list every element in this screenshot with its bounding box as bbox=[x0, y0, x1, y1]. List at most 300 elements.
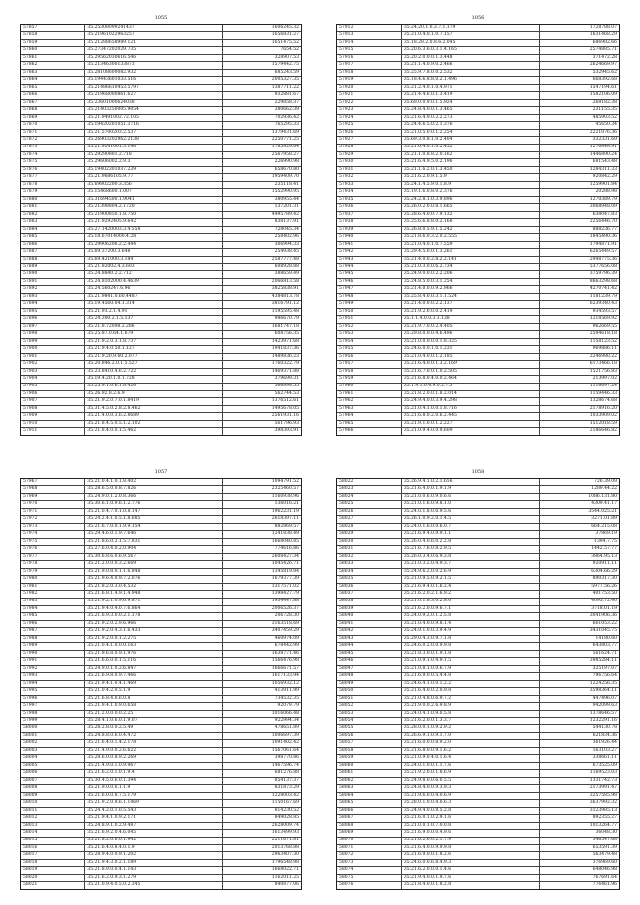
table-row bbox=[21, 234, 301, 241]
table-row bbox=[21, 666, 301, 673]
value-cell: 1547194.61 bbox=[589, 84, 617, 90]
coordinate-cell: 35.29.4.5.0.0.1.3.261 bbox=[402, 249, 540, 255]
point-id-cell: 57871 bbox=[21, 130, 85, 136]
value-cell: 648046.98 bbox=[592, 867, 617, 873]
coordinate-cell: 35.21.8.4.0.0.1.5.462 bbox=[85, 428, 222, 434]
table-row bbox=[337, 755, 619, 762]
value-cell: 1579442.75 bbox=[271, 62, 299, 68]
point-id-cell: 58072 bbox=[337, 852, 402, 858]
table-row bbox=[337, 279, 619, 286]
table-row bbox=[337, 793, 619, 800]
table-row bbox=[337, 264, 619, 271]
coordinate-cell: 35.21.6.2.0.9.3.1.279 bbox=[85, 875, 222, 881]
table-row bbox=[21, 316, 301, 323]
value-cell: 1379431.69 bbox=[271, 129, 299, 135]
coordinate-cell: 35.21.6.4.9.0.2.2.273 bbox=[402, 115, 540, 121]
table-row bbox=[21, 294, 301, 301]
table-row bbox=[21, 204, 301, 211]
table-row bbox=[21, 271, 301, 278]
coordinate-cell: 35.26.92.8.2.6.9 bbox=[85, 391, 222, 397]
value-cell: 544130.78 bbox=[592, 725, 617, 731]
value-cell: 962669.55 bbox=[592, 323, 617, 329]
coordinate-cell: 35.21.9.2.0.2.9.6.966 bbox=[85, 621, 222, 627]
value-cell: 2211671.81 bbox=[271, 837, 299, 843]
value-cell: 1218569.92 bbox=[589, 316, 617, 322]
point-id-cell: 57971 bbox=[21, 509, 85, 515]
coordinate-cell: 35.29.8.0.0.0.4.6.496 bbox=[402, 331, 540, 337]
point-id-cell: 57955 bbox=[337, 346, 402, 352]
coordinate-cell: 35.21346300133873 bbox=[85, 62, 222, 68]
table-row bbox=[337, 867, 619, 874]
table-row bbox=[21, 711, 301, 718]
point-id-cell: 57966 bbox=[337, 428, 402, 434]
point-id-cell: 57944 bbox=[337, 264, 402, 270]
table-row bbox=[21, 673, 301, 680]
value-cell: 3431045.75 bbox=[589, 628, 617, 634]
point-id-cell: 57953 bbox=[337, 331, 402, 337]
coordinate-cell: 35.21.0.1.8.3.0.2.8.0 bbox=[402, 599, 540, 605]
table-row bbox=[337, 212, 619, 219]
document-page-2 bbox=[336, 12, 620, 436]
coordinate-cell: 35.21.9.6.8.0.9.1.976 bbox=[85, 651, 222, 657]
coordinate-cell: 35.24.8.5.0.0.3.1.254 bbox=[402, 279, 540, 285]
table-row bbox=[337, 47, 619, 54]
point-id-cell: 57896 bbox=[21, 316, 85, 322]
point-id-cell: 57864 bbox=[21, 77, 85, 83]
value-cell: 686982.66 bbox=[592, 39, 617, 45]
value-cell: 532945.62 bbox=[592, 69, 617, 75]
point-id-cell: 57957 bbox=[337, 361, 402, 367]
value-cell: 1423971.68 bbox=[271, 338, 299, 344]
table-row bbox=[337, 331, 619, 338]
point-id-cell: 57905 bbox=[21, 384, 85, 390]
point-id-cell: 58022 bbox=[337, 479, 402, 485]
point-id-cell: 58065 bbox=[337, 800, 402, 806]
point-id-cell: 57995 bbox=[21, 688, 85, 694]
coordinate-cell: 35.21.6.0.0.0.8.9.2.0 bbox=[402, 740, 540, 746]
point-id-cell: 57939 bbox=[337, 227, 402, 233]
coordinate-cell: 35.24.8.8.0.6.0.4.472 bbox=[85, 733, 222, 739]
table-row bbox=[21, 428, 301, 434]
table-row bbox=[337, 130, 619, 137]
table-row bbox=[337, 711, 619, 718]
point-id-cell: 57886 bbox=[21, 242, 85, 248]
value-cell: 1566476.98 bbox=[271, 658, 299, 664]
value-cell: 4384813.78 bbox=[271, 293, 299, 299]
value-cell: 1056932.12 bbox=[271, 680, 299, 686]
coordinate-cell: 35.21.6.8.0.4.0.0.2.464 bbox=[402, 376, 540, 382]
table-row bbox=[21, 77, 301, 84]
value-cell: 1617133.94 bbox=[271, 673, 299, 679]
coordinate-cell: 35.19402301037.239 bbox=[85, 167, 222, 173]
coordinate-cell: 35.26.9.4.1.0.2.1.656 bbox=[402, 479, 540, 485]
coordinate-cell: 35.21.9.2.0.0.1.2.275 bbox=[85, 636, 222, 642]
coordinate-cell: 35.24.6.0.0.1.0.1.231 bbox=[402, 346, 540, 352]
page-number: 1057 bbox=[154, 469, 168, 475]
table-row bbox=[21, 725, 301, 732]
value-cell: 920911.11 bbox=[592, 561, 617, 567]
point-id-cell: 57895 bbox=[21, 309, 85, 315]
point-id-cell: 57960 bbox=[337, 384, 402, 390]
table-row bbox=[337, 227, 619, 234]
table-row bbox=[21, 501, 301, 508]
value-cell: 6239340.43 bbox=[589, 301, 617, 307]
point-id-cell: 57989 bbox=[21, 643, 85, 649]
point-id-cell: 57985 bbox=[21, 613, 85, 619]
coordinate-cell: 35.21.8.6.0.2.1.5.7.831 bbox=[85, 539, 222, 545]
table-row bbox=[21, 137, 301, 144]
value-cell: 398393.91 bbox=[274, 428, 299, 434]
value-cell: 561624.71 bbox=[592, 650, 617, 656]
value-cell: 1681747.18 bbox=[271, 323, 299, 329]
coordinate-cell: 35.21.6.4.0.0.9.9.9.8 bbox=[402, 845, 540, 851]
point-id-cell: 57986 bbox=[21, 621, 85, 627]
value-cell: 1489836.23 bbox=[271, 353, 299, 359]
table-row bbox=[21, 733, 301, 740]
value-cell: 922994.34 bbox=[274, 718, 299, 723]
point-id-cell: 57925 bbox=[337, 122, 402, 128]
point-id-cell: 57921 bbox=[337, 92, 402, 98]
point-id-cell: 57889 bbox=[21, 264, 85, 270]
coordinate-cell: 35.21.0.4.8.0.6.9.7.2 bbox=[402, 696, 540, 702]
value-cell: 36048.30 bbox=[595, 830, 617, 836]
value-cell: 3598364.11 bbox=[589, 688, 617, 694]
point-id-cell: 57866 bbox=[21, 92, 85, 98]
coordinate-cell: 35.24.560247.6.96 bbox=[85, 286, 222, 292]
table-row bbox=[337, 271, 619, 278]
point-id-cell: 58071 bbox=[337, 845, 402, 851]
table-row bbox=[21, 301, 301, 308]
point-id-cell: 57888 bbox=[21, 257, 85, 263]
value-cell: 1552990.95 bbox=[271, 189, 299, 195]
value-cell: 1181239.79 bbox=[589, 293, 617, 299]
point-id-cell: 58049 bbox=[337, 681, 402, 687]
table-row bbox=[337, 339, 619, 346]
value-cell: 658670.80 bbox=[274, 166, 299, 172]
value-cell: 840877.06 bbox=[274, 882, 299, 888]
coordinate-cell: 35.21.9491002.72.105 bbox=[85, 115, 222, 121]
coordinate-cell: 35.21.0.9.1.0.4.9.1.5 bbox=[402, 658, 540, 664]
point-id-cell: 57991 bbox=[21, 658, 85, 664]
coordinate-cell: 35.24.4.2.0.1.0.5.543 bbox=[85, 808, 222, 814]
coordinate-cell: 35.21.9.0.0.2.6.9.8.9 bbox=[402, 703, 540, 709]
table-row bbox=[21, 591, 301, 598]
table-row bbox=[337, 376, 619, 383]
table-row bbox=[21, 785, 301, 792]
table-row bbox=[337, 591, 619, 598]
value-cell: 229858.37 bbox=[274, 99, 299, 105]
table-row bbox=[21, 421, 301, 428]
value-cell: 1387711.22 bbox=[271, 84, 299, 90]
value-cell: 1150167.69 bbox=[271, 800, 299, 806]
point-id-cell: 58067 bbox=[337, 815, 402, 821]
value-cell: 673525.09 bbox=[592, 762, 617, 768]
coordinate-table bbox=[20, 24, 302, 436]
point-id-cell: 58028 bbox=[337, 524, 402, 530]
value-cell: 767691.64 bbox=[592, 874, 617, 880]
table-row bbox=[21, 115, 301, 122]
table-row bbox=[337, 688, 619, 695]
table-row bbox=[337, 838, 619, 845]
point-id-cell: 57904 bbox=[21, 376, 85, 382]
table-row bbox=[21, 286, 301, 293]
table-row bbox=[337, 823, 619, 830]
table-row bbox=[21, 636, 301, 643]
point-id-cell: 58045 bbox=[337, 651, 402, 657]
table-row bbox=[337, 197, 619, 204]
value-cell: 849028.85 bbox=[274, 815, 299, 821]
value-cell: 892355.27 bbox=[592, 815, 617, 821]
table-row bbox=[337, 398, 619, 405]
value-cell: 1394.7.75 bbox=[594, 538, 617, 544]
coordinate-cell: 35.24.0.1.8.0.6.9.5.6 bbox=[402, 509, 540, 515]
table-row bbox=[21, 867, 301, 874]
table-row bbox=[337, 242, 619, 249]
point-id-cell: 57983 bbox=[21, 599, 85, 605]
coordinate-cell: 35.21.0.5.0.0.1.2.254 bbox=[402, 130, 540, 136]
point-id-cell: 57859 bbox=[21, 40, 85, 46]
coordinate-cell: 35.24.6.0.0.6.8.4.9.3 bbox=[402, 860, 540, 866]
coordinate-cell: 35.24.8840.2.2.712 bbox=[85, 271, 222, 277]
value-cell: 1728788.07 bbox=[589, 25, 617, 30]
value-cell: 163103.27 bbox=[592, 747, 617, 753]
point-id-cell: 58015 bbox=[21, 838, 85, 844]
point-id-cell: 57917 bbox=[337, 62, 402, 68]
coordinate-table bbox=[336, 478, 620, 890]
point-id-cell: 57897 bbox=[21, 324, 85, 330]
table-row bbox=[21, 531, 301, 538]
value-cell: 1582106.09 bbox=[589, 92, 617, 98]
point-id-cell: 57891 bbox=[21, 279, 85, 285]
coordinate-cell: 35.29606002.2.9.3 bbox=[85, 159, 222, 165]
table-row bbox=[337, 137, 619, 144]
value-cell: 638047.83 bbox=[592, 211, 617, 217]
point-id-cell: 57861 bbox=[21, 55, 85, 61]
table-row bbox=[21, 212, 301, 219]
value-cell: 1941837.36 bbox=[271, 346, 299, 352]
point-id-cell: 57920 bbox=[337, 85, 402, 91]
table-row bbox=[21, 100, 301, 107]
coordinate-cell: 35.21.9.4.1.0.9.2.171 bbox=[85, 815, 222, 821]
table-row bbox=[21, 227, 301, 234]
value-cell: 776461.96 bbox=[592, 882, 617, 888]
table-row bbox=[337, 174, 619, 181]
point-id-cell: 57938 bbox=[337, 219, 402, 225]
value-cell: 1567061.64 bbox=[271, 747, 299, 753]
value-cell: 4495789.42 bbox=[271, 211, 299, 217]
value-cell: 621834.36 bbox=[592, 732, 617, 738]
value-cell: 1006697.39 bbox=[271, 732, 299, 738]
table-row bbox=[337, 234, 619, 241]
value-cell: 681543.48 bbox=[592, 159, 617, 165]
point-id-cell: 58043 bbox=[337, 636, 402, 642]
coordinate-cell: 35.24.9.0.1.0.2.6.847 bbox=[85, 666, 222, 672]
point-id-cell: 58038 bbox=[337, 599, 402, 605]
value-cell: 2250771.25 bbox=[271, 137, 299, 143]
value-cell: 1094791.52 bbox=[271, 479, 299, 484]
point-id-cell: 58002 bbox=[21, 740, 85, 746]
value-cell: 814230.52 bbox=[274, 807, 299, 813]
table-row bbox=[21, 62, 301, 69]
coordinate-cell: 35.24.20.1.0.3.7.1.179 bbox=[402, 25, 540, 31]
point-id-cell: 57930 bbox=[337, 159, 402, 165]
table-row bbox=[337, 354, 619, 361]
table-row bbox=[21, 599, 301, 606]
value-cell: 882869.57 bbox=[274, 523, 299, 529]
coordinate-cell: 35.20.846.2.0.1.5.527 bbox=[85, 361, 222, 367]
page-number: 1056 bbox=[471, 15, 485, 21]
point-id-cell: 58037 bbox=[337, 591, 402, 597]
point-id-cell: 57911 bbox=[21, 428, 85, 434]
table-row bbox=[21, 152, 301, 159]
coordinate-cell: 35.21.0.8.1.0.0.6.7.9 bbox=[402, 666, 540, 672]
value-cell: 1606245.32 bbox=[271, 25, 299, 30]
table-row bbox=[337, 875, 619, 882]
table-row bbox=[337, 145, 619, 152]
coordinate-cell: 35.28.4.1.0.6.0.1.9.07 bbox=[85, 718, 222, 724]
value-cell: 668392.68 bbox=[592, 77, 617, 83]
table-row bbox=[337, 613, 619, 620]
value-cell: 969886.11 bbox=[592, 346, 617, 352]
point-id-cell: 58029 bbox=[337, 531, 402, 537]
value-cell: 838137.91 bbox=[274, 219, 299, 225]
point-id-cell: 58046 bbox=[337, 658, 402, 664]
point-id-cell: 57987 bbox=[21, 628, 85, 634]
value-cell: 338661.11 bbox=[592, 755, 617, 761]
point-id-cell: 57857 bbox=[21, 25, 85, 31]
point-id-cell: 58048 bbox=[337, 673, 402, 679]
value-cell: 37869.19 bbox=[595, 531, 617, 537]
value-cell: 1495678.05 bbox=[271, 405, 299, 411]
table-row bbox=[21, 159, 301, 166]
table-row bbox=[337, 62, 619, 69]
point-id-cell: 57887 bbox=[21, 249, 85, 255]
point-id-cell: 57984 bbox=[21, 606, 85, 612]
point-id-cell: 57927 bbox=[337, 137, 402, 143]
value-cell: 1794871.91 bbox=[589, 241, 617, 247]
point-id-cell: 58034 bbox=[337, 569, 402, 575]
coordinate-cell: 35.21.9.4.0.4.0.7.6.864 bbox=[85, 606, 222, 612]
table-row bbox=[21, 107, 301, 114]
point-id-cell: 57969 bbox=[21, 494, 85, 500]
point-id-cell: 58014 bbox=[21, 830, 85, 836]
table-row bbox=[337, 391, 619, 398]
coordinate-cell: 35.21.0.0.6.0.9.0.6.6 bbox=[402, 494, 540, 500]
value-cell: 380662.39 bbox=[274, 107, 299, 113]
table-row bbox=[21, 219, 301, 226]
coordinate-cell: 35.21.9.2.0.9.6.1.1469 bbox=[85, 800, 222, 806]
point-id-cell: 57947 bbox=[337, 286, 402, 292]
coordinate-cell: 35.24.300.2.1.5.137 bbox=[85, 316, 222, 322]
point-id-cell: 58050 bbox=[337, 688, 402, 694]
coordinate-cell: 35.21.9.20.9.60.2.077 bbox=[85, 354, 222, 360]
table-row bbox=[337, 92, 619, 99]
value-cell: 3759796.39 bbox=[589, 271, 617, 277]
coordinate-cell: 35.21.6.2.0.1.0.1.9.4 bbox=[85, 770, 222, 776]
table-row bbox=[21, 778, 301, 785]
coordinate-cell: 35.21.9.4.1.0.9.0.658 bbox=[85, 703, 222, 709]
value-cell: 734532.35 bbox=[274, 695, 299, 701]
point-id-cell: 57929 bbox=[337, 152, 402, 158]
table-row bbox=[337, 204, 619, 211]
coordinate-cell: 35.21.9686105.9.77 bbox=[85, 174, 222, 180]
coordinate-cell: 35.21.0.4.0.0.1.2.185 bbox=[402, 354, 540, 360]
point-id-cell: 58064 bbox=[337, 793, 402, 799]
value-cell: 306994.33 bbox=[274, 241, 299, 247]
point-id-cell: 58057 bbox=[337, 740, 402, 746]
point-id-cell: 57956 bbox=[337, 354, 402, 360]
point-id-cell: 57877 bbox=[21, 174, 85, 180]
coordinate-cell: 35.29906206.2.2.444 bbox=[85, 242, 222, 248]
value-cell: 1259901.84 bbox=[589, 181, 617, 187]
point-id-cell: 57874 bbox=[21, 152, 85, 158]
point-id-cell: 58066 bbox=[337, 808, 402, 814]
coordinate-cell: 35.69.37200.3.648 bbox=[85, 249, 222, 255]
value-cell: 1442.57.77 bbox=[591, 546, 617, 552]
coordinate-cell: 35.69.3.0.8.1.0.2.404 bbox=[402, 137, 540, 143]
point-id-cell: 57863 bbox=[21, 70, 85, 76]
value-cell: 413911.99 bbox=[274, 688, 299, 694]
point-id-cell: 57898 bbox=[21, 331, 85, 337]
table-row bbox=[21, 546, 301, 553]
point-id-cell: 57882 bbox=[21, 212, 85, 218]
point-id-cell: 57881 bbox=[21, 204, 85, 210]
table-row bbox=[21, 361, 301, 368]
table-row bbox=[21, 391, 301, 398]
coordinate-cell: 35.29.4.6.0.1.9.7.646 bbox=[85, 531, 222, 537]
coordinate-cell: 35.21.0.4.0.1.0.7.559 bbox=[402, 242, 540, 248]
coordinate-cell: 35.21.9.4.3.0.2.1.189 bbox=[85, 860, 222, 866]
point-id-cell: 58041 bbox=[337, 621, 402, 627]
point-id-cell: 58051 bbox=[337, 696, 402, 702]
table-row bbox=[337, 740, 619, 747]
coordinate-cell: 35.21.0.3.2.0.4.9.3.7 bbox=[402, 561, 540, 567]
coordinate-cell: 35.23.8410.4.6.2.722 bbox=[85, 369, 222, 375]
point-id-cell: 58010 bbox=[21, 800, 85, 806]
point-id-cell: 57980 bbox=[21, 576, 85, 582]
coordinate-cell: 35.21.0.4.1.0.0.0.163 bbox=[85, 643, 222, 649]
value-cell: 1232291.16 bbox=[589, 718, 617, 723]
table-row bbox=[21, 32, 301, 39]
point-id-cell: 57860 bbox=[21, 47, 85, 53]
value-cell: 685243.59 bbox=[274, 69, 299, 75]
table-row bbox=[21, 197, 301, 204]
table-row bbox=[21, 413, 301, 420]
coordinate-cell: 35.21.0.3.0.0.6.2.734 bbox=[402, 264, 540, 270]
coordinate-cell: 35.28.6.0.0.8.9.2.269 bbox=[85, 755, 222, 761]
point-id-cell: 57943 bbox=[337, 257, 402, 263]
point-id-cell: 57879 bbox=[21, 189, 85, 195]
coordinate-cell: 35.28.2.8.0.0.2.5.49 bbox=[85, 725, 222, 731]
table-row bbox=[21, 331, 301, 338]
value-cell: 1159446.33 bbox=[589, 390, 617, 396]
value-cell: 2005327.35 bbox=[271, 77, 299, 83]
coordinate-cell: 35.21.1.0.8.8.2.0.162 bbox=[402, 152, 540, 158]
value-cell: 3825838.91 bbox=[271, 286, 299, 292]
table-row bbox=[21, 770, 301, 777]
point-id-cell: 57901 bbox=[21, 354, 85, 360]
coordinate-cell: 35.21.9.2.0.0.1.8.6.9 bbox=[402, 770, 540, 776]
value-cell: 1934447.88 bbox=[271, 598, 299, 604]
table-row bbox=[337, 70, 619, 77]
coordinate-cell: 35.21.0.9.0.4.0.1.6.4 bbox=[402, 755, 540, 761]
coordinate-cell: 35.28.6.4.0.0.7.9.132 bbox=[402, 212, 540, 218]
point-id-cell: 57997 bbox=[21, 703, 85, 709]
point-id-cell: 57936 bbox=[337, 204, 402, 210]
coordinate-cell: 35.21.8.9.0.0.4.1.143 bbox=[85, 867, 222, 873]
value-cell: 388659.49 bbox=[274, 271, 299, 277]
table-row bbox=[21, 576, 301, 583]
